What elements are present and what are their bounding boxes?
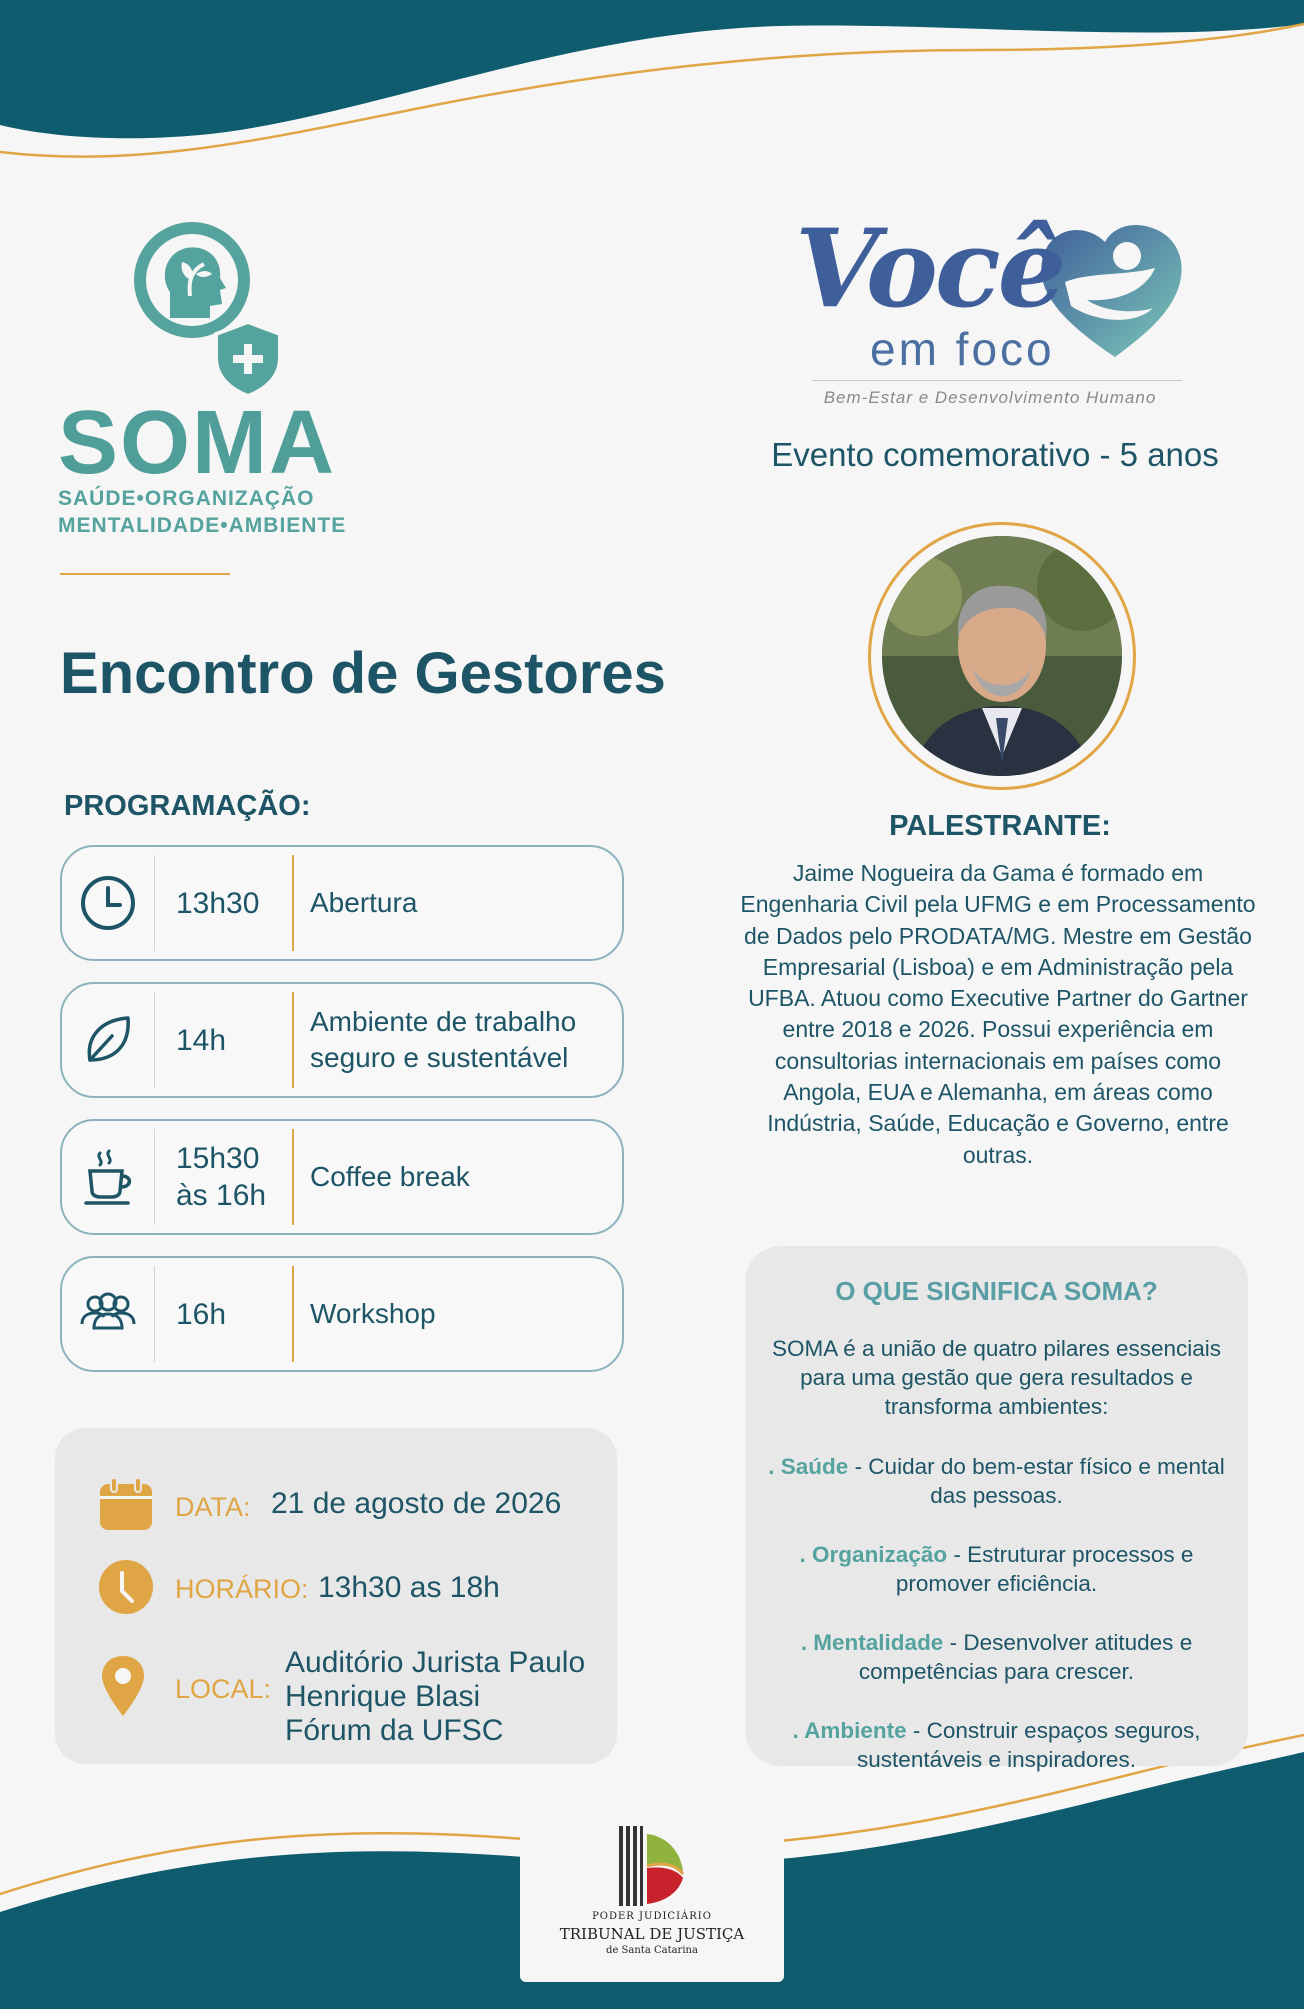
soma-pillar-item <box>759 1452 1234 1510</box>
card-divider <box>154 855 155 951</box>
speaker-photo <box>882 536 1122 776</box>
pillar-term: . Ambiente <box>792 1718 907 1743</box>
soma-subtitle-2: MENTALIDADE•AMBIENTE <box>58 514 347 537</box>
schedule-item <box>60 845 624 961</box>
location-line-2: Henrique Blasi <box>285 1680 481 1713</box>
leaf-icon <box>78 1010 138 1070</box>
speaker-bio: Jaime Nogueira da Gama é formado em Engenharia Civil pela UFMG e em Processamento de Dados pelo PRODATA/MG. Mestre em Gestão Empresarial (Lisboa) e em Administração pela UFBA. Atuou como Executive Partner do Gartner entre 2018 e 2026. Possui experiência em consultorias internacionais em países como Angola, EUA e Alemanha, em áreas como Indústria, Saúde, Educação e Governo, entre outras. <box>740 860 1256 1168</box>
schedule-label: Coffee break <box>310 1161 470 1192</box>
tjsc-logo-icon <box>617 1826 687 1908</box>
location-line-1: Auditório Jurista Paulo <box>285 1646 586 1679</box>
schedule-label: Workshop <box>310 1298 436 1329</box>
soma-wordmark: SOMA <box>58 393 336 493</box>
schedule-item <box>60 1256 624 1372</box>
clock-icon <box>78 873 138 933</box>
schedule-item <box>60 1119 624 1235</box>
soma-pillar-item <box>759 1628 1234 1686</box>
card-divider <box>154 992 155 1088</box>
schedule-time: 13h30 <box>176 886 260 920</box>
soma-logo-icon <box>130 218 285 398</box>
pillar-desc: - Estruturar processos e promover eficiência. <box>895 1542 1194 1596</box>
page-title: Encontro de Gestores <box>60 641 666 706</box>
speaker-heading: PALESTRANTE: <box>889 810 1111 842</box>
pillar-term: . Saúde <box>768 1454 849 1479</box>
card-accent-divider <box>292 855 294 951</box>
tagline-rule <box>812 380 1182 381</box>
soma-meaning-heading: O QUE SIGNIFICA SOMA? <box>835 1276 1158 1306</box>
schedule-item <box>60 982 624 1098</box>
voce-wordmark: Você <box>795 206 1064 332</box>
calendar-icon <box>98 1476 154 1532</box>
divider <box>60 573 230 575</box>
schedule-heading: PROGRAMAÇÃO: <box>64 790 311 822</box>
date-value: 21 de agosto de 2026 <box>271 1487 562 1520</box>
card-accent-divider <box>292 1266 294 1362</box>
schedule-time: 16h <box>176 1297 227 1331</box>
soma-pillar-item <box>759 1716 1234 1774</box>
tjsc-line-1: PODER JUDICIÁRIO <box>592 1911 712 1922</box>
clock-icon <box>98 1559 154 1615</box>
em-foco-wordmark: em foco <box>870 323 1055 375</box>
card-divider <box>154 1266 155 1362</box>
tjsc-line-3: de Santa Catarina <box>606 1945 698 1956</box>
pillar-term: . Organização <box>799 1542 948 1567</box>
date-label: DATA: <box>175 1492 251 1522</box>
brand-tagline: Bem-Estar e Desenvolvimento Humano <box>823 388 1157 407</box>
schedule-label: Ambiente de trabalho seguro e sustentável <box>310 1006 577 1073</box>
pillar-term: . Mentalidade <box>800 1630 944 1655</box>
soma-meaning-intro: SOMA é a união de quatro pilares essenciais para uma gestão que gera resultados e transforma ambientes: <box>771 1336 1221 1419</box>
location-pin-icon <box>100 1654 146 1718</box>
schedule-time: 14h <box>176 1023 227 1057</box>
pillar-desc: - Cuidar do bem-estar físico e mental das pessoas. <box>848 1454 1225 1508</box>
schedule-label: Abertura <box>310 887 418 918</box>
time-label: HORÁRIO: <box>175 1574 309 1604</box>
location-line-3: Fórum da UFSC <box>285 1714 504 1747</box>
soma-meaning-box <box>745 1246 1248 1772</box>
soma-pillar-item <box>759 1540 1234 1598</box>
tjsc-line-2: TRIBUNAL DE JUSTIÇA <box>559 1925 745 1943</box>
pillar-desc: - Construir espaços seguros, sustentáveis e inspiradores. <box>857 1718 1201 1772</box>
card-accent-divider <box>292 1129 294 1225</box>
pillar-desc: - Desenvolver atitudes e competências para crescer. <box>858 1630 1193 1684</box>
location-label: LOCAL: <box>175 1674 272 1704</box>
card-divider <box>154 1129 155 1225</box>
time-value: 13h30 as 18h <box>318 1571 500 1604</box>
event-subtitle: Evento comemorativo - 5 anos <box>771 436 1219 473</box>
coffee-cup-icon <box>78 1147 138 1207</box>
soma-subtitle-1: SAÚDE•ORGANIZAÇÃO <box>58 487 315 510</box>
schedule-time: 15h30 às 16h <box>176 1142 267 1212</box>
card-accent-divider <box>292 992 294 1088</box>
group-icon <box>78 1284 138 1344</box>
